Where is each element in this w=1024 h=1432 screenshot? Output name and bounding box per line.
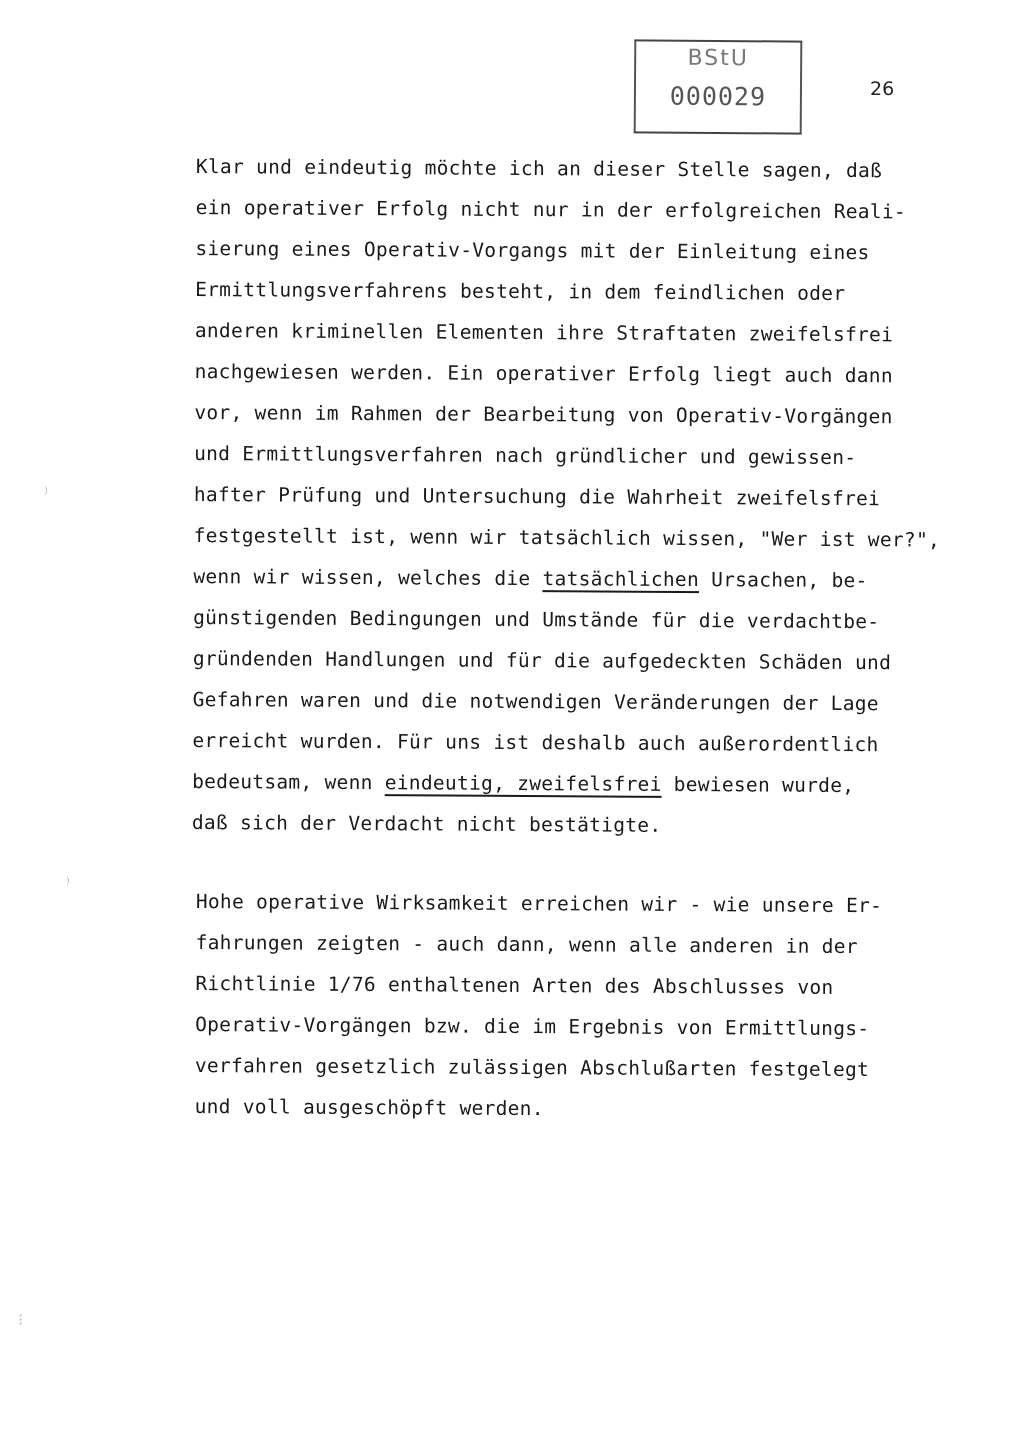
text-line: festgestellt ist, wenn wir tatsächlich wissen, "Wer ist wer?", [193, 523, 941, 552]
edge-mark: ⁝ [18, 1310, 24, 1329]
text-line: ein operativer Erfolg nicht nur in der erfolgreichen Reali- [195, 195, 907, 224]
archive-stamp [634, 39, 803, 134]
text-line: daß sich der Verdacht nicht bestätigte. [191, 810, 662, 837]
stamp-serial-number: 000029 [669, 81, 767, 112]
underlined-emphasis: tatsächlichen [542, 567, 700, 592]
text-line [193, 556, 953, 602]
text-line: und voll ausgeschöpft werden. [194, 1094, 544, 1121]
page-number: 26 [870, 78, 895, 100]
underlined-emphasis: eindeutig, zweifelsfrei [384, 771, 662, 796]
text-segment: wenn wir wissen, welches die [193, 564, 543, 591]
paragraph-1 [192, 146, 956, 848]
paragraph-2 [194, 881, 955, 1132]
text-line: Gefahren waren und die notwendigen Veränderungen der Lage [192, 687, 879, 716]
punch-hole-mark: ⁾ [44, 484, 48, 503]
text-line: Richtlinie 1/76 enthaltenen Arten des Abschlusses von [195, 971, 834, 999]
text-line: Ermittlungsverfahrens besteht, in dem feindlichen oder [195, 277, 846, 305]
text-line: gründenden Handlungen und für die aufgedeckten Schäden und [192, 646, 892, 675]
stamp-agency-code: BStU [687, 45, 749, 72]
text-line: verfahren gesetzlich zulässigen Abschlußarten festgelegt [194, 1053, 870, 1082]
text-line: Operativ-Vorgängen bzw. die im Ergebnis von Ermittlungs- [195, 1012, 870, 1041]
text-line: sierung eines Operativ-Vorgangs mit der Einleitung eines [195, 236, 870, 265]
text-line: nachgewiesen werden. Ein operativer Erfolg liegt auch dann [194, 359, 894, 388]
text-line: hafter Prüfung und Untersuchung die Wahrheit zweifelsfrei [193, 482, 881, 511]
text-line [192, 761, 952, 807]
text-segment: bedeutsam, wenn [192, 769, 385, 795]
text-segment: Ursachen, be- [698, 568, 868, 593]
text-line: günstigenden Bedingungen und Umstände für die verdachtbe- [193, 605, 880, 634]
text-line: vor, wenn im Rahmen der Bearbeitung von Operativ-Vorgängen [194, 400, 893, 429]
text-line: fahrungen zeigten - auch dann, wenn alle anderen in der [195, 930, 858, 959]
text-line: Hohe operative Wirksamkeit erreichen wir - wie unsere Er- [195, 889, 883, 918]
text-line: Klar und eindeutig möchte ich an dieser Stelle sagen, daß [195, 154, 883, 183]
text-line: erreicht wurden. Für uns ist deshalb auch außerordentlich [192, 728, 879, 757]
punch-hole-mark: ⁾ [66, 874, 70, 893]
text-line: anderen kriminellen Elementen ihre Straftaten zweifelsfrei [194, 318, 894, 347]
text-segment: bewiesen wurde, [661, 772, 855, 798]
text-line: und Ermittlungsverfahren nach gründlicher und gewissen- [194, 441, 857, 470]
